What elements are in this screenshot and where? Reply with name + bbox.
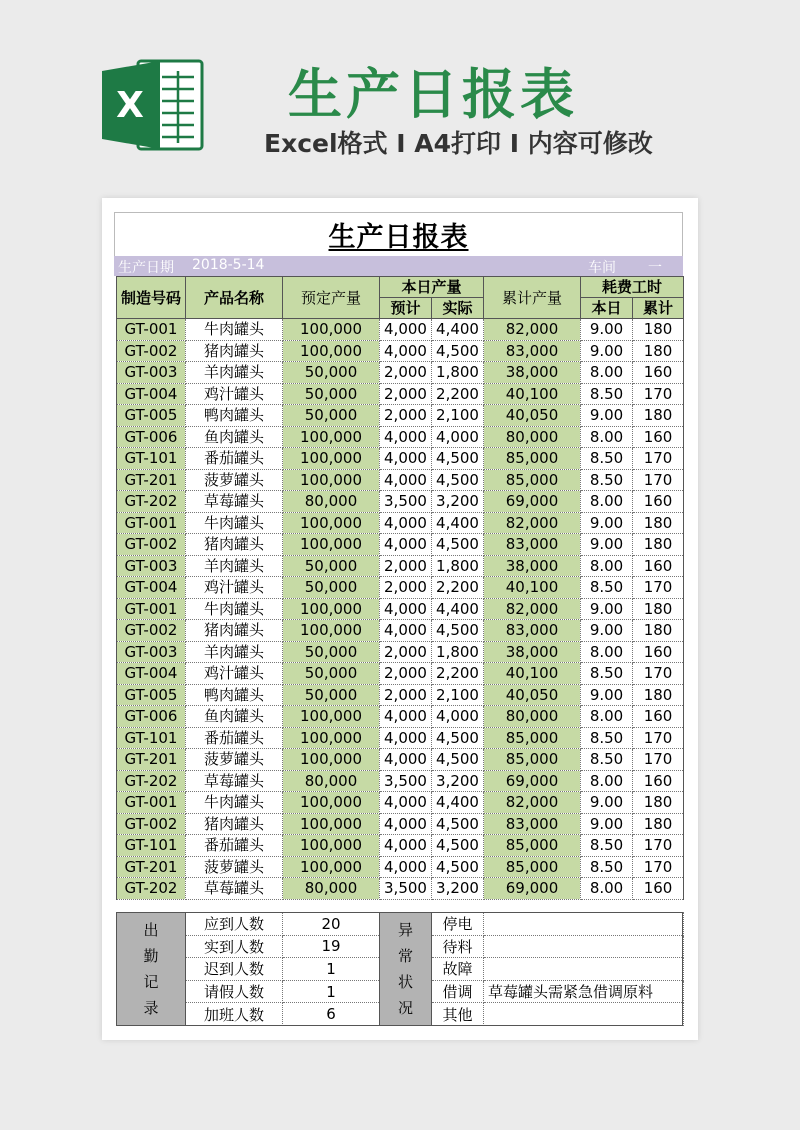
today-actual-cell: 4,000 [432,426,484,448]
hours-total-cell: 160 [633,706,684,728]
hours-total-cell: 180 [633,512,684,534]
header-code: 制造号码 [117,277,186,319]
code-cell: GT-003 [117,362,186,384]
code-cell: GT-202 [117,491,186,513]
code-cell: GT-006 [117,426,186,448]
today-plan-cell: 4,000 [380,512,432,534]
attendance-item-value: 20 [283,913,380,936]
cumulative-cell: 82,000 [484,319,581,341]
hours-today-cell: 8.00 [581,706,633,728]
name-cell: 番茄罐头 [186,448,283,470]
cumulative-cell: 85,000 [484,727,581,749]
hours-total-cell: 160 [633,555,684,577]
cumulative-cell: 69,000 [484,878,581,900]
today-plan-cell: 3,500 [380,491,432,513]
table-row [117,577,684,599]
hours-today-cell: 9.00 [581,598,633,620]
code-cell: GT-202 [117,770,186,792]
name-cell: 猪肉罐头 [186,620,283,642]
table-row [117,340,684,362]
planned-cell: 100,000 [283,749,380,771]
cumulative-cell: 85,000 [484,835,581,857]
name-cell: 牛肉罐头 [186,512,283,534]
today-actual-cell: 4,500 [432,620,484,642]
planned-cell: 50,000 [283,684,380,706]
today-plan-cell: 4,000 [380,469,432,491]
planned-cell: 50,000 [283,577,380,599]
code-cell: GT-201 [117,749,186,771]
name-cell: 猪肉罐头 [186,534,283,556]
hours-today-cell: 8.50 [581,469,633,491]
planned-cell: 100,000 [283,340,380,362]
code-cell: GT-004 [117,577,186,599]
planned-cell: 50,000 [283,362,380,384]
code-cell: GT-001 [117,319,186,341]
planned-cell: 100,000 [283,448,380,470]
today-plan-cell: 4,000 [380,598,432,620]
code-cell: GT-001 [117,512,186,534]
today-actual-cell: 4,500 [432,727,484,749]
date-label: 生产日期 [118,260,174,276]
today-plan-cell: 3,500 [380,878,432,900]
today-actual-cell: 1,800 [432,555,484,577]
cumulative-cell: 38,000 [484,641,581,663]
code-cell: GT-002 [117,813,186,835]
planned-cell: 80,000 [283,770,380,792]
code-cell: GT-006 [117,706,186,728]
table-row [117,469,684,491]
hours-today-cell: 8.50 [581,448,633,470]
header-hours-total: 累计 [633,298,684,319]
hours-today-cell: 8.00 [581,770,633,792]
table-row [117,856,684,878]
table-row [117,727,684,749]
table-row [117,878,684,900]
hours-today-cell: 8.50 [581,577,633,599]
name-cell: 草莓罐头 [186,491,283,513]
hours-total-cell: 160 [633,641,684,663]
attendance-label [117,913,186,1026]
cumulative-cell: 80,000 [484,426,581,448]
hours-total-cell: 160 [633,770,684,792]
cumulative-cell: 82,000 [484,598,581,620]
today-plan-cell: 2,000 [380,555,432,577]
planned-cell: 100,000 [283,469,380,491]
header-today-actual: 实际 [432,298,484,319]
hours-today-cell: 8.50 [581,856,633,878]
code-cell: GT-001 [117,792,186,814]
abnormal-item-label: 其他 [432,1003,484,1026]
today-plan-cell: 2,000 [380,663,432,685]
hours-today-cell: 8.50 [581,749,633,771]
cumulative-cell: 80,000 [484,706,581,728]
name-cell: 番茄罐头 [186,835,283,857]
hours-today-cell: 9.00 [581,340,633,362]
planned-cell: 50,000 [283,555,380,577]
hours-today-cell: 8.50 [581,383,633,405]
planned-cell: 50,000 [283,641,380,663]
hours-total-cell: 170 [633,835,684,857]
table-row [117,405,684,427]
code-cell: GT-101 [117,727,186,749]
table-row [117,641,684,663]
today-plan-cell: 4,000 [380,727,432,749]
hours-total-cell: 160 [633,426,684,448]
records-table [116,912,684,1026]
header-hours: 耗费工时 [581,277,684,298]
today-plan-cell: 2,000 [380,641,432,663]
today-plan-cell: 4,000 [380,792,432,814]
code-cell: GT-002 [117,340,186,362]
name-cell: 羊肉罐头 [186,362,283,384]
abnormal-label [380,913,432,1026]
name-cell: 鸡汁罐头 [186,383,283,405]
name-cell: 羊肉罐头 [186,555,283,577]
hours-total-cell: 170 [633,469,684,491]
today-actual-cell: 2,200 [432,577,484,599]
code-cell: GT-002 [117,620,186,642]
table-row [117,813,684,835]
planned-cell: 50,000 [283,405,380,427]
hours-total-cell: 170 [633,383,684,405]
hours-today-cell: 9.00 [581,620,633,642]
table-row [117,706,684,728]
planned-cell: 100,000 [283,426,380,448]
hours-today-cell: 8.00 [581,878,633,900]
today-plan-cell: 4,000 [380,534,432,556]
header-hours-today: 本日 [581,298,633,319]
table-row [117,792,684,814]
hours-today-cell: 9.00 [581,684,633,706]
cumulative-cell: 40,100 [484,663,581,685]
table-row [117,598,684,620]
today-actual-cell: 4,500 [432,534,484,556]
production-table [116,276,684,900]
today-plan-cell: 3,500 [380,770,432,792]
cumulative-cell: 83,000 [484,534,581,556]
date-bar [114,256,683,276]
abnormal-item-label: 停电 [432,913,484,936]
hours-today-cell: 9.00 [581,512,633,534]
name-cell: 菠萝罐头 [186,856,283,878]
hours-total-cell: 180 [633,340,684,362]
planned-cell: 80,000 [283,878,380,900]
hours-today-cell: 9.00 [581,405,633,427]
table-row [117,491,684,513]
cumulative-cell: 82,000 [484,792,581,814]
table-row [117,319,684,341]
cumulative-cell: 83,000 [484,620,581,642]
header-name: 产品名称 [186,277,283,319]
today-actual-cell: 2,200 [432,663,484,685]
table-row [117,512,684,534]
today-plan-cell: 4,000 [380,620,432,642]
name-cell: 菠萝罐头 [186,749,283,771]
code-cell: GT-003 [117,641,186,663]
cumulative-cell: 40,050 [484,405,581,427]
workshop-label: 车间 [588,260,616,276]
attendance-item-label: 请假人数 [186,980,283,1003]
today-actual-cell: 1,800 [432,362,484,384]
document-title: 生产日报表 [328,222,469,253]
planned-cell: 100,000 [283,727,380,749]
table-row [117,663,684,685]
attendance-item-value: 6 [283,1003,380,1026]
cumulative-cell: 38,000 [484,555,581,577]
today-plan-cell: 2,000 [380,362,432,384]
name-cell: 鱼肉罐头 [186,706,283,728]
today-plan-cell: 2,000 [380,577,432,599]
code-cell: GT-201 [117,856,186,878]
planned-cell: 50,000 [283,383,380,405]
today-actual-cell: 3,200 [432,491,484,513]
name-cell: 羊肉罐头 [186,641,283,663]
table-row [117,620,684,642]
today-actual-cell: 4,500 [432,469,484,491]
code-cell: GT-002 [117,534,186,556]
name-cell: 猪肉罐头 [186,340,283,362]
cumulative-cell: 40,100 [484,383,581,405]
planned-cell: 80,000 [283,491,380,513]
attendance-item-label: 实到人数 [186,935,283,958]
header-today: 本日产量 [380,277,484,298]
hours-today-cell: 9.00 [581,792,633,814]
banner-title: 生产日报表 [288,63,578,126]
hours-today-cell: 9.00 [581,813,633,835]
hours-total-cell: 180 [633,405,684,427]
planned-cell: 100,000 [283,319,380,341]
today-actual-cell: 3,200 [432,878,484,900]
today-plan-cell: 4,000 [380,448,432,470]
planned-cell: 100,000 [283,620,380,642]
planned-cell: 100,000 [283,792,380,814]
today-actual-cell: 4,400 [432,512,484,534]
today-plan-cell: 4,000 [380,426,432,448]
cumulative-cell: 85,000 [484,749,581,771]
code-cell: GT-101 [117,835,186,857]
abnormal-item-note [484,1003,684,1026]
cumulative-cell: 85,000 [484,856,581,878]
code-cell: GT-003 [117,555,186,577]
today-actual-cell: 4,400 [432,792,484,814]
name-cell: 牛肉罐头 [186,319,283,341]
abnormal-item-note [484,958,684,981]
hours-today-cell: 8.00 [581,641,633,663]
table-row [117,555,684,577]
workshop-value: 一 [648,260,662,276]
today-plan-cell: 4,000 [380,856,432,878]
record-row [117,913,684,936]
table-row [117,749,684,771]
planned-cell: 100,000 [283,813,380,835]
planned-cell: 100,000 [283,856,380,878]
date-value: 2018-5-14 [192,257,265,273]
cumulative-cell: 82,000 [484,512,581,534]
hours-today-cell: 8.00 [581,491,633,513]
hours-today-cell: 9.00 [581,534,633,556]
today-actual-cell: 4,500 [432,813,484,835]
code-cell: GT-005 [117,405,186,427]
name-cell: 番茄罐头 [186,727,283,749]
cumulative-cell: 83,000 [484,340,581,362]
cumulative-cell: 40,100 [484,577,581,599]
today-plan-cell: 4,000 [380,835,432,857]
table-row [117,448,684,470]
code-cell: GT-004 [117,663,186,685]
planned-cell: 100,000 [283,835,380,857]
today-actual-cell: 2,100 [432,684,484,706]
table-row [117,426,684,448]
name-cell: 鸭肉罐头 [186,684,283,706]
planned-cell: 100,000 [283,598,380,620]
name-cell: 鸭肉罐头 [186,405,283,427]
cumulative-cell: 69,000 [484,491,581,513]
today-plan-cell: 4,000 [380,813,432,835]
hours-total-cell: 170 [633,727,684,749]
name-cell: 菠萝罐头 [186,469,283,491]
today-actual-cell: 4,500 [432,340,484,362]
today-actual-cell: 4,000 [432,706,484,728]
header-today-plan: 预计 [380,298,432,319]
today-actual-cell: 4,500 [432,856,484,878]
abnormal-item-note: 草莓罐头需紧急借调原料 [484,980,684,1003]
abnormal-item-note [484,935,684,958]
hours-total-cell: 180 [633,319,684,341]
today-actual-cell: 4,500 [432,749,484,771]
hours-today-cell: 8.50 [581,663,633,685]
attendance-item-label: 迟到人数 [186,958,283,981]
planned-cell: 100,000 [283,512,380,534]
cumulative-cell: 85,000 [484,448,581,470]
hours-total-cell: 180 [633,684,684,706]
abnormal-label-text: 异常状况 [398,920,414,1017]
hours-total-cell: 160 [633,491,684,513]
hours-today-cell: 8.50 [581,835,633,857]
hours-today-cell: 9.00 [581,319,633,341]
table-body [117,319,684,900]
attendance-item-label: 应到人数 [186,913,283,936]
code-cell: GT-101 [117,448,186,470]
header-cumulative: 累计产量 [484,277,581,319]
cumulative-cell: 85,000 [484,469,581,491]
cumulative-cell: 38,000 [484,362,581,384]
planned-cell: 50,000 [283,663,380,685]
code-cell: GT-004 [117,383,186,405]
attendance-item-value: 1 [283,980,380,1003]
attendance-item-value: 19 [283,935,380,958]
planned-cell: 100,000 [283,706,380,728]
today-actual-cell: 4,400 [432,598,484,620]
excel-logo-icon [102,57,206,153]
hours-total-cell: 180 [633,813,684,835]
abnormal-item-label: 借调 [432,980,484,1003]
abnormal-item-label: 故障 [432,958,484,981]
banner [0,0,800,200]
today-plan-cell: 4,000 [380,706,432,728]
today-actual-cell: 1,800 [432,641,484,663]
hours-today-cell: 8.50 [581,727,633,749]
today-actual-cell: 4,500 [432,835,484,857]
abnormal-item-note [484,913,684,936]
code-cell: GT-001 [117,598,186,620]
today-actual-cell: 4,500 [432,448,484,470]
today-plan-cell: 4,000 [380,319,432,341]
logo-letter: X [116,85,144,126]
attendance-item-value: 1 [283,958,380,981]
today-actual-cell: 4,400 [432,319,484,341]
table-row [117,684,684,706]
table-row [117,383,684,405]
table-row [117,362,684,384]
attendance-item-label: 加班人数 [186,1003,283,1026]
name-cell: 草莓罐头 [186,770,283,792]
hours-today-cell: 8.00 [581,362,633,384]
name-cell: 草莓罐头 [186,878,283,900]
hours-total-cell: 170 [633,749,684,771]
today-plan-cell: 2,000 [380,383,432,405]
abnormal-item-label: 待料 [432,935,484,958]
code-cell: GT-005 [117,684,186,706]
table-row [117,770,684,792]
hours-total-cell: 170 [633,577,684,599]
today-plan-cell: 4,000 [380,340,432,362]
attendance-label-text: 出勤记录 [143,920,159,1017]
hours-total-cell: 160 [633,362,684,384]
hours-total-cell: 170 [633,663,684,685]
header-planned: 预定产量 [283,277,380,319]
today-actual-cell: 2,200 [432,383,484,405]
planned-cell: 100,000 [283,534,380,556]
name-cell: 鱼肉罐头 [186,426,283,448]
name-cell: 猪肉罐头 [186,813,283,835]
today-plan-cell: 2,000 [380,405,432,427]
name-cell: 牛肉罐头 [186,792,283,814]
cumulative-cell: 40,050 [484,684,581,706]
name-cell: 鸡汁罐头 [186,577,283,599]
hours-total-cell: 180 [633,534,684,556]
document-title-area [114,212,683,256]
hours-total-cell: 180 [633,792,684,814]
hours-total-cell: 180 [633,620,684,642]
name-cell: 鸡汁罐头 [186,663,283,685]
name-cell: 牛肉罐头 [186,598,283,620]
code-cell: GT-201 [117,469,186,491]
banner-subtitle: Excel格式 I A4打印 I 内容可修改 [264,129,653,158]
hours-total-cell: 170 [633,448,684,470]
table-row [117,534,684,556]
today-plan-cell: 4,000 [380,749,432,771]
table-row [117,835,684,857]
today-plan-cell: 2,000 [380,684,432,706]
hours-total-cell: 160 [633,878,684,900]
cumulative-cell: 83,000 [484,813,581,835]
hours-total-cell: 170 [633,856,684,878]
cumulative-cell: 69,000 [484,770,581,792]
today-actual-cell: 2,100 [432,405,484,427]
today-actual-cell: 3,200 [432,770,484,792]
hours-total-cell: 180 [633,598,684,620]
hours-today-cell: 8.00 [581,555,633,577]
hours-today-cell: 8.00 [581,426,633,448]
code-cell: GT-202 [117,878,186,900]
